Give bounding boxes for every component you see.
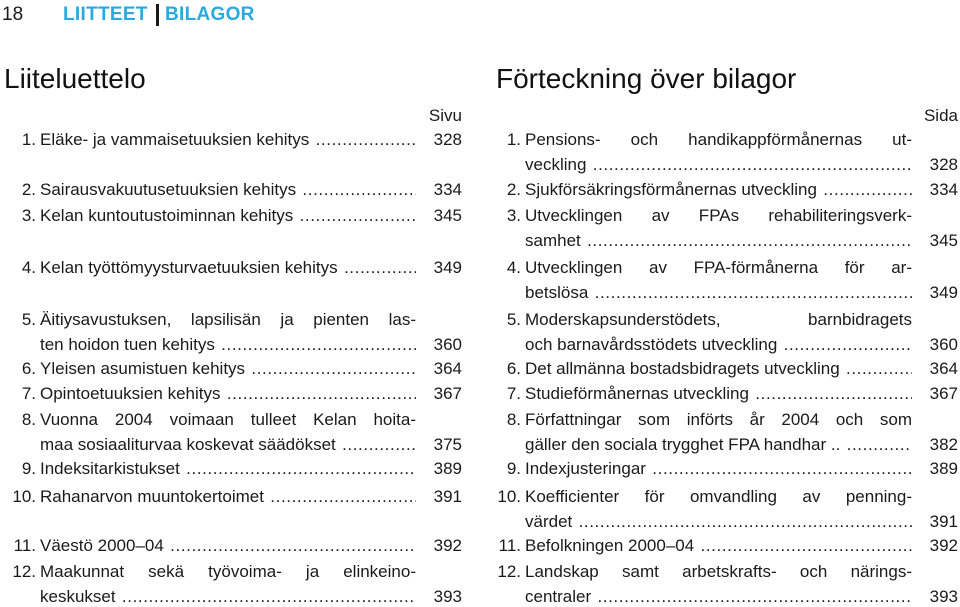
toc-entry-page-number: 389	[929, 459, 958, 478]
toc-entry-line	[0, 559, 462, 584]
toc-entry-page-number: 367	[929, 384, 958, 403]
toc-entry-title-text: samhet	[525, 231, 581, 250]
toc-entry-title	[525, 280, 912, 305]
swedish-toc-entry[interactable]	[494, 255, 958, 305]
toc-entry-title-text: Väestö 2000–04	[40, 536, 164, 555]
toc-entry-line	[0, 203, 462, 228]
toc-entry-line	[494, 456, 958, 481]
toc-entry-title-text: Kelan kuntoutustoiminnan kehitys	[40, 206, 294, 225]
finnish-toc-entry[interactable]	[0, 533, 462, 558]
toc-entry-number: 9.	[21, 459, 36, 478]
page-number: 18	[2, 4, 24, 25]
toc-entry-line	[0, 332, 462, 357]
toc-entry-number: 12.	[497, 562, 521, 581]
toc-entry-title-text: ten hoidon tuen kehitys	[40, 335, 215, 354]
toc-entry-title-text: Studieförmånernas utveckling	[525, 384, 749, 403]
toc-entry-line	[494, 228, 958, 253]
toc-entry-number: 2.	[506, 180, 521, 199]
toc-entry-line	[494, 177, 958, 202]
toc-entry-title-text: värdet	[525, 512, 573, 531]
finnish-toc-entry[interactable]	[0, 203, 462, 228]
toc-entry-number: 9.	[506, 459, 521, 478]
toc-entry-number: 12.	[12, 562, 36, 581]
toc-entry-page-number: 391	[929, 512, 958, 531]
toc-entry-page-number: 389	[433, 459, 462, 478]
toc-entry-title	[40, 456, 416, 481]
toc-entry-line	[0, 307, 462, 332]
toc-entry-line	[0, 432, 462, 457]
toc-entry-title	[40, 255, 416, 280]
page-header	[0, 0, 960, 30]
toc-entry-title-text: keskukset	[40, 587, 116, 606]
toc-entry-title	[525, 432, 912, 457]
toc-entry-number: 11.	[13, 536, 36, 555]
toc-entry-page-number: 345	[929, 231, 958, 250]
toc-entry-title: Äitiysavustuksen, lapsilisän ja pienten las-	[40, 310, 416, 329]
finnish-toc-entry[interactable]	[0, 307, 462, 357]
swedish-toc-entry[interactable]	[494, 203, 958, 253]
toc-entry-title: Koefficienter för omvandling av penning-	[525, 487, 912, 506]
toc-entry-title: Vuonna 2004 voimaan tulleet Kelan hoita-	[40, 410, 416, 429]
toc-entry-number: 11.	[498, 536, 521, 555]
toc-entry-title: Moderskapsunderstödets, barnbidragets	[525, 310, 912, 329]
toc-entry-title-text: Eläke- ja vammaisetuuksien kehitys	[40, 130, 310, 149]
toc-entry-title	[525, 332, 912, 357]
toc-entry-title-text: Sjukförsäkringsförmånernas utveckling	[525, 180, 817, 199]
toc-entry-title	[40, 584, 416, 607]
finnish-toc-entry[interactable]	[0, 356, 462, 381]
toc-entry-line	[494, 407, 958, 432]
toc-entry-page-number: 360	[433, 335, 462, 354]
toc-entry-line	[0, 255, 462, 280]
finnish-toc-entry[interactable]	[0, 381, 462, 406]
toc-entry-line	[0, 533, 462, 558]
toc-entry-number: 10.	[12, 487, 36, 506]
toc-entry-number: 1.	[506, 130, 521, 149]
toc-entry-title	[40, 381, 416, 406]
toc-entry-page-number: 328	[929, 155, 958, 174]
toc-entry-title	[40, 356, 416, 381]
section-label-finnish: LIITTEET	[63, 4, 148, 25]
toc-entry-title	[40, 432, 416, 457]
toc-entry-title-text: gäller den sociala trygghet FPA handhar ..	[525, 435, 841, 454]
toc-entry-number: 8.	[506, 410, 521, 429]
toc-entry-line	[494, 559, 958, 584]
toc-entry-title-text: veckling	[525, 155, 587, 174]
toc-entry-title-text: Indeksitarkistukset	[40, 459, 180, 478]
toc-entry-page-number: 392	[929, 536, 958, 555]
toc-entry-title	[40, 332, 416, 357]
swedish-toc-entry[interactable]	[494, 407, 958, 457]
toc-entry-number: 4.	[506, 258, 521, 277]
swedish-toc-entry[interactable]	[494, 381, 958, 406]
toc-entry-line	[0, 381, 462, 406]
toc-entry-title	[525, 152, 912, 177]
toc-entry-line	[494, 127, 958, 152]
toc-entry-title-text: Yleisen asumistuen kehitys	[40, 359, 246, 378]
toc-entry-title-text: Opintoetuuksien kehitys	[40, 384, 221, 403]
toc-entry-line	[494, 584, 958, 607]
toc-entry-title: Författningar som införts år 2004 och som	[525, 410, 912, 429]
finnish-toc-entry[interactable]	[0, 177, 462, 202]
toc-entry-line	[0, 484, 462, 509]
toc-entry-title	[40, 203, 416, 228]
toc-entry-page-number: 334	[433, 180, 462, 199]
toc-entry-page-number: 393	[929, 587, 958, 606]
toc-entry-number: 4.	[21, 258, 36, 277]
swedish-toc-entry[interactable]	[494, 356, 958, 381]
finnish-toc-entry[interactable]	[0, 255, 462, 280]
toc-entry-line	[494, 484, 958, 509]
toc-entry-page-number: 367	[433, 384, 462, 403]
swedish-toc-entry[interactable]	[494, 484, 958, 534]
toc-entry-line	[0, 177, 462, 202]
toc-entry-page-number: 364	[433, 359, 462, 378]
toc-entry-line	[494, 509, 958, 534]
toc-entry-title: Landskap samt arbetskrafts- och närings-	[525, 562, 912, 581]
toc-entry-line	[494, 356, 958, 381]
toc-entry-page-number: 360	[929, 335, 958, 354]
toc-entry-number: 6.	[21, 359, 36, 378]
swedish-toc-entry[interactable]	[494, 533, 958, 558]
toc-entry-number: 3.	[506, 206, 521, 225]
toc-entry-page-number: 391	[433, 487, 462, 506]
toc-entry-title-text: Befolkningen 2000–04	[525, 536, 695, 555]
toc-entry-title-text: Det allmänna bostadsbidragets utveckling	[525, 359, 840, 378]
finnish-toc-entry[interactable]	[0, 127, 462, 152]
toc-entry-title-text: och barnavårdsstödets utveckling	[525, 335, 778, 354]
toc-entry-title	[525, 533, 912, 558]
toc-entry-line	[0, 584, 462, 607]
toc-entry-line	[0, 356, 462, 381]
toc-entry-line	[494, 203, 958, 228]
toc-entry-line	[494, 255, 958, 280]
swedish-toc-title: Förteckning över bilagor	[496, 63, 797, 94]
toc-entry-title-text: betslösa	[525, 283, 589, 302]
toc-entry-number: 3.	[21, 206, 36, 225]
finnish-toc-entry[interactable]	[0, 484, 462, 509]
toc-entry-number: 7.	[21, 384, 36, 403]
finnish-toc-entry[interactable]	[0, 407, 462, 457]
toc-entry-title-text: maa sosiaaliturvaa koskevat säädökset	[40, 435, 336, 454]
toc-entry-page-number: 349	[929, 283, 958, 302]
toc-entry-number: 10.	[497, 487, 521, 506]
toc-entry-line	[494, 381, 958, 406]
toc-entry-title-text: centraler	[525, 587, 592, 606]
section-label-swedish: BILAGOR	[165, 4, 255, 25]
toc-entry-title	[525, 356, 912, 381]
toc-entry-line	[494, 533, 958, 558]
header-divider	[156, 4, 159, 26]
finnish-toc-entry[interactable]	[0, 456, 462, 481]
toc-entry-title	[525, 177, 912, 202]
toc-entry-line	[0, 407, 462, 432]
swedish-page-column-label: Sida	[923, 106, 958, 125]
toc-entry-title: Pensions- och handikappförmånernas ut-	[525, 130, 912, 149]
toc-entry-number: 7.	[506, 384, 521, 403]
swedish-toc-entry[interactable]	[494, 127, 958, 177]
toc-entry-page-number: 328	[433, 130, 462, 149]
toc-entry-number: 8.	[21, 410, 36, 429]
toc-entry-number: 5.	[21, 310, 36, 329]
toc-entry-page-number: 345	[433, 206, 462, 225]
toc-entry-line	[494, 280, 958, 305]
toc-entry-line	[0, 456, 462, 481]
toc-entry-number: 1.	[21, 130, 36, 149]
toc-entry-page-number: 382	[929, 435, 958, 454]
toc-entry-title	[525, 509, 912, 534]
toc-entry-line	[494, 307, 958, 332]
toc-entry-line	[494, 152, 958, 177]
swedish-toc-entry[interactable]	[494, 559, 958, 607]
toc-entry-number: 2.	[21, 180, 36, 199]
toc-entry-page-number: 349	[433, 258, 462, 277]
toc-entry-title-text: Sairausvakuutusetuuksien kehitys	[40, 180, 297, 199]
toc-entry-page-number: 334	[929, 180, 958, 199]
toc-entry-title	[525, 228, 912, 253]
toc-entry-title	[40, 177, 416, 202]
toc-entry-page-number: 375	[433, 435, 462, 454]
toc-entry-title	[525, 584, 912, 607]
toc-entry-title: Utvecklingen av FPAs rehabiliteringsverk-	[525, 206, 912, 225]
toc-entry-line	[494, 332, 958, 357]
toc-entry-title	[40, 127, 416, 152]
toc-entry-page-number: 364	[929, 359, 958, 378]
toc-entry-title: Maakunnat sekä työvoima- ja elinkeino-	[40, 562, 416, 581]
toc-entry-number: 5.	[506, 310, 521, 329]
swedish-toc-entry[interactable]	[494, 456, 958, 481]
toc-entry-line	[494, 432, 958, 457]
toc-entry-page-number: 392	[433, 536, 462, 555]
toc-entry-number: 6.	[506, 359, 521, 378]
finnish-toc-title: Liiteluettelo	[4, 63, 146, 94]
toc-entry-page-number: 393	[433, 587, 462, 606]
finnish-toc-entry[interactable]	[0, 559, 462, 607]
toc-entry-line	[0, 127, 462, 152]
toc-entry-title	[40, 533, 416, 558]
toc-entry-title-text: Rahanarvon muuntokertoimet	[40, 487, 264, 506]
swedish-toc-entry[interactable]	[494, 307, 958, 357]
toc-entry-title	[40, 484, 416, 509]
toc-entry-title	[525, 456, 912, 481]
swedish-toc-entry[interactable]	[494, 177, 958, 202]
toc-entry-title: Utvecklingen av FPA-förmånerna för ar-	[525, 258, 912, 277]
toc-entry-title	[525, 381, 912, 406]
toc-entry-title-text: Kelan työttömyysturvaetuuksien kehitys	[40, 258, 338, 277]
finnish-page-column-label: Sivu	[428, 106, 462, 125]
toc-entry-title-text: Indexjusteringar	[525, 459, 646, 478]
